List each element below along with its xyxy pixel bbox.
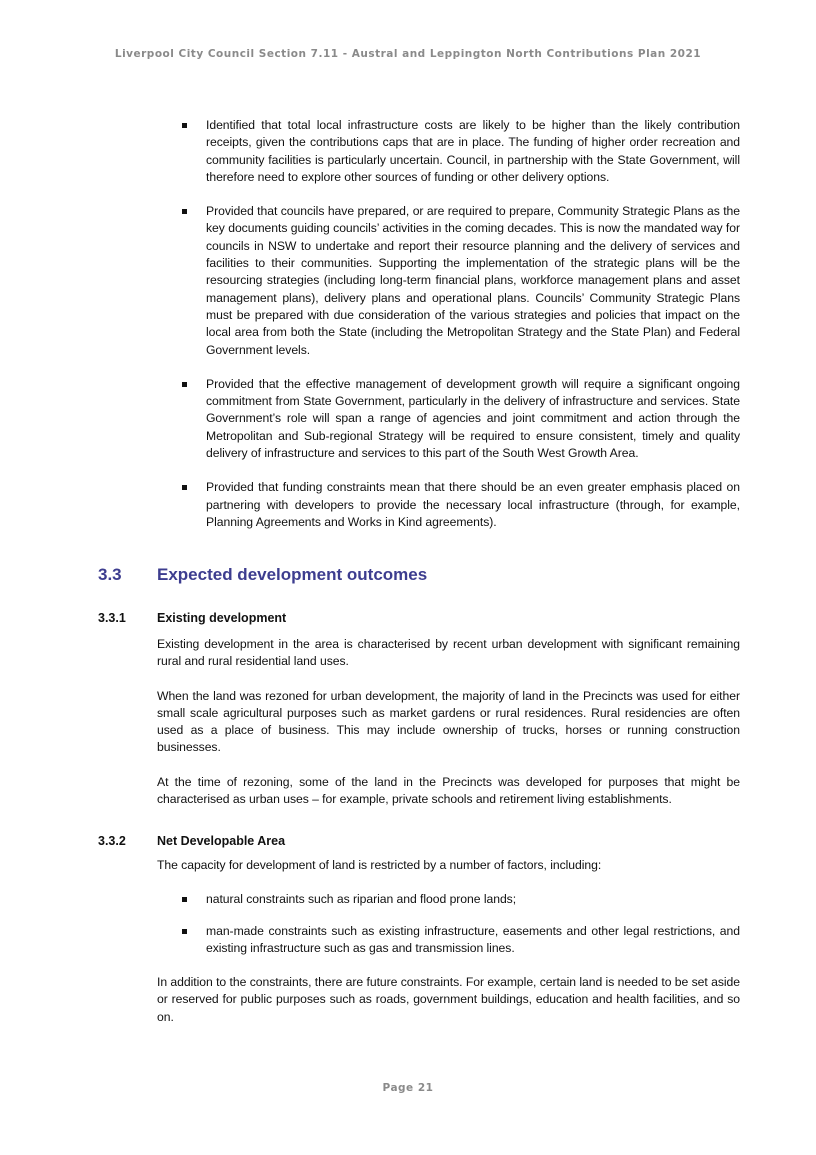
paragraph: At the time of rezoning, some of the land in the Precincts was developed for purposes that might be characterised as urban uses – for example, private schools and retirement living establishments.: [157, 774, 740, 807]
list-item: [178, 891, 740, 908]
square-bullet-icon: [182, 485, 187, 490]
subsection-title: Net Developable Area: [157, 834, 286, 848]
subsection-number: 3.3.1: [98, 611, 126, 625]
bullet-list: [178, 117, 740, 548]
subsection-heading: [98, 611, 286, 625]
square-bullet-icon: [182, 209, 187, 214]
list-item-text: Provided that councils have prepared, or are required to prepare, Community Strategic Plans as the key documents guiding councils’ activities in the coming decades. This is now the mandated way for councils in NSW to undertake and report their resource planning and the delivery of services and facilities to their communities. Supporting the implementation of the strategic plans will be the resourcing strategies (including long-term financial plans, workforce management plans and asset management plans), delivery plans and operational plans. Councils’ Community Strategic Plans must be prepared with due consideration of the various strategies and policies that impact on the local area from both the State (including the Metropolitan Strategy and the State Plan) and Federal Government levels.: [206, 204, 740, 357]
document-header: Liverpool City Council Section 7.11 - Austral and Leppington North Contributions Plan 2021: [114, 48, 702, 60]
list-item: [178, 923, 740, 958]
list-item-text: man-made constraints such as existing infrastructure, easements and other legal restrictions, and existing infrastructure such as gas and transmission lines.: [206, 923, 740, 955]
list-item: [178, 479, 740, 531]
list-item-text: natural constraints such as riparian and flood prone lands;: [206, 892, 517, 907]
subsection-title: Existing development: [157, 611, 287, 625]
paragraph: When the land was rezoned for urban development, the majority of land in the Precincts was used for either small scale agricultural purposes such as market gardens or rural residences. Rural residencies are often used as a place of business. This may include ownership of trucks, horses or running construction businesses.: [157, 688, 740, 755]
list-item: [178, 117, 740, 186]
section-title: Expected development outcomes: [157, 565, 428, 584]
section-number: 3.3: [98, 565, 122, 584]
subsection-number: 3.3.2: [98, 834, 126, 848]
page-number: Page 21: [382, 1082, 434, 1094]
square-bullet-icon: [182, 123, 187, 128]
square-bullet-icon: [182, 929, 187, 934]
section-heading: [98, 565, 427, 585]
list-item: [178, 376, 740, 462]
paragraph: In addition to the constraints, there are future constraints. For example, certain land is needed to be set aside or reserved for public purposes such as roads, government buildings, education and health facilities, and so on.: [157, 975, 740, 1024]
square-bullet-icon: [182, 897, 187, 902]
paragraph: The capacity for development of land is restricted by a number of factors, including:: [157, 858, 602, 872]
subsection-heading: [98, 834, 285, 848]
list-item-text: Provided that funding constraints mean that there should be an even greater emphasis placed on partnering with developers to provide the necessary local infrastructure (through, for example, Planning Agreements and Works in Kind agreements).: [206, 480, 740, 529]
list-item-text: Identified that total local infrastructure costs are likely to be higher than the likely contribution receipts, given the contributions caps that are in place. The funding of higher order recreation and community facilities is particularly uncertain. Council, in partnership with the State Government, will therefore need to explore other sources of funding or other delivery options.: [206, 118, 740, 184]
subsection-body: [157, 857, 740, 1043]
list-item-text: Provided that the effective management of development growth will require a significant ongoing commitment from State Government, particularly in the delivery of infrastructure and services. State Government’s role will span a range of agencies and joint commitment and action through the Metropolitan and Sub-regional Strategy will be required to ensure consistent, timely and quality delivery of infrastructure and services to this part of the South West Growth Area.: [206, 376, 740, 461]
list-item: [178, 203, 740, 359]
paragraph: Existing development in the area is characterised by recent urban development with significant remaining rural and rural residential land uses.: [157, 637, 740, 669]
subsection-body: [157, 636, 740, 825]
square-bullet-icon: [182, 382, 187, 387]
